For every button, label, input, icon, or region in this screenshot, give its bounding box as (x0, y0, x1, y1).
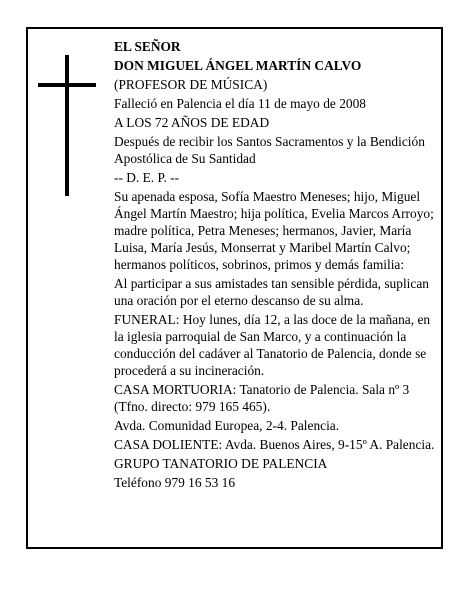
deceased-name: DON MIGUEL ÁNGEL MARTÍN CALVO (114, 58, 362, 73)
company-name: GRUPO TANATORIO DE PALENCIA (114, 456, 328, 471)
header-title: EL SEÑOR (114, 39, 181, 54)
address-text: Avda. Comunidad Europea, 2-4. Palencia. (114, 418, 340, 433)
age-line: A LOS 72 AÑOS DE EDAD (114, 115, 270, 130)
cross-horizontal-bar (38, 83, 96, 87)
casa-doliente-text: CASA DOLIENTE: Avda. Buenos Aires, 9-15º A. Palencia. (114, 437, 435, 452)
cross-vertical-bar (65, 55, 69, 196)
phone-text: Teléfono 979 16 53 16 (114, 475, 236, 490)
family-text: Su apenada esposa, Sofía Maestro Meneses; hijo, Miguel Ángel Martín Maestro; hija política, Evelia Marcos Arroyo; madre política, Petra Meneses; hermanos, Javier, María Luisa, María Jesús, Monserrat y Maribel Martín Calvo; hermanos políticos, sobrinos, primos y demás familia: (114, 189, 434, 272)
profession: (PROFESOR DE MÚSICA) (114, 77, 268, 92)
casa-mortuoria-text: CASA MORTUORIA: Tanatorio de Palencia. Sala nº 3 (Tfno. directo: 979 165 465). (114, 382, 410, 414)
request-text: Al participar a sus amistades tan sensible pérdida, suplican una oración por el eterno descanso de su alma. (114, 276, 429, 308)
obituary-text (114, 38, 436, 493)
funeral-text: FUNERAL: Hoy lunes, día 12, a las doce de la mañana, en la iglesia parroquial de San Marco, y a continuación la conducción del cadáver al Tanatorio de Palencia, donde se procederá a su incineración. (114, 312, 431, 378)
dep-line: -- D. E. P. -- (114, 170, 180, 185)
death-line: Falleció en Palencia el día 11 de mayo de 2008 (114, 96, 366, 111)
sacraments-text: Después de recibir los Santos Sacramentos y la Bendición Apostólica de Su Santidad (114, 134, 425, 166)
